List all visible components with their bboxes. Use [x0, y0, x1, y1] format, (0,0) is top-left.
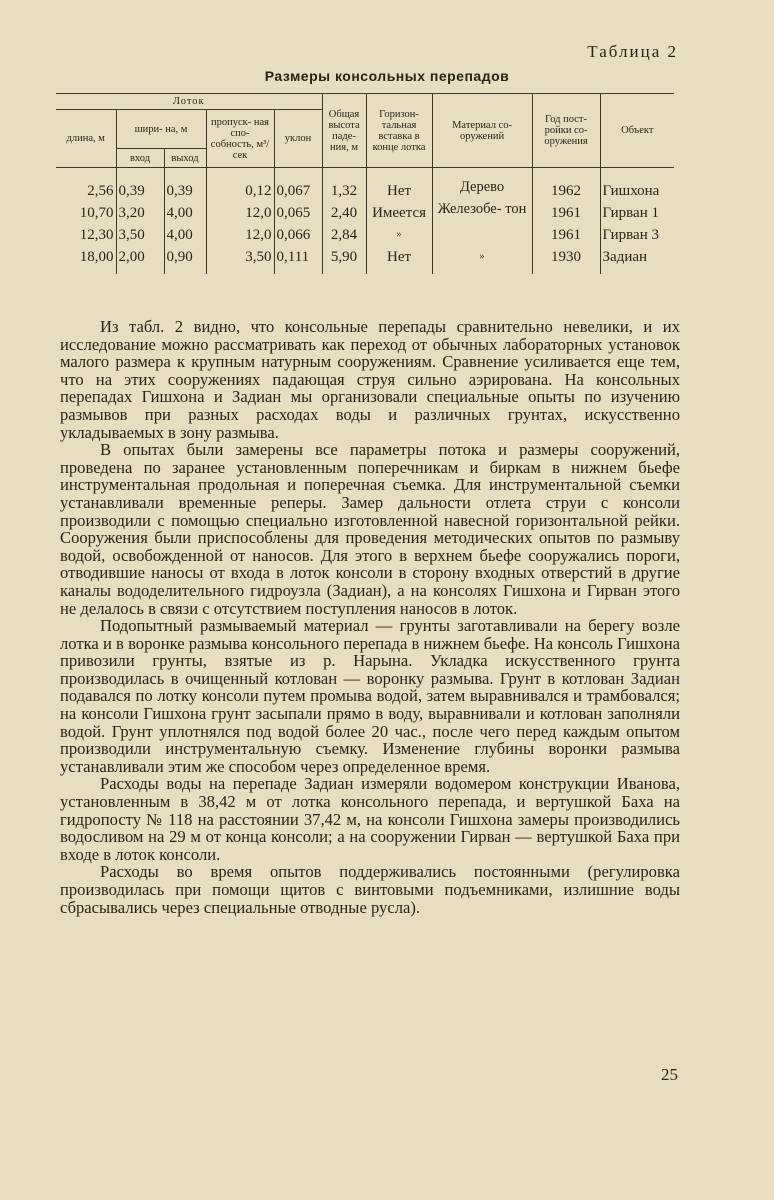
header-lotok: Лоток	[56, 94, 322, 110]
cell-slope: 0,111	[274, 246, 322, 274]
header-capacity: пропуск- ная спо- собность, м³/сек	[206, 110, 274, 168]
header-year: Год пост- ройки со- оружения	[532, 94, 600, 168]
cell-height: 5,90	[322, 246, 366, 274]
cell-slope: 0,066	[274, 224, 322, 246]
cell-object: Гирван 3	[600, 224, 674, 246]
header-width: шири- на, м	[116, 110, 206, 149]
cell-height: 2,84	[322, 224, 366, 246]
table-title: Размеры консольных перепадов	[264, 68, 510, 84]
cell-object: Гирван 1	[600, 202, 674, 224]
cell-inlet: 3,20	[116, 202, 164, 224]
cell-capacity: 12,0	[206, 202, 274, 224]
cell-length: 2,56	[87, 183, 114, 199]
cell-insert: Нет	[366, 246, 432, 274]
cell-length: 18,00	[79, 249, 114, 265]
cell-slope: 0,067	[274, 168, 322, 203]
header-outlet: выход	[164, 149, 206, 168]
header-length: длина, м	[56, 110, 116, 168]
table-row	[56, 224, 674, 246]
cell-capacity: 12,0	[206, 224, 274, 246]
paragraph: Из табл. 2 видно, что консольные перепады сравнительно невелики, и их исследование можно рассматривать как переход от обычных лабораторных установок малого размера к крупным натурным сооружениям. Сравнение усиливается еще тем, что на этих сооружениях падающая струя сильно аэрирована. На консольных перепадах Гишхона и Задиан мы организовали специальные опыты по изучению размывов при разных расходах воды и различных грунтах, искусственно укладываемых в зону размыва.	[60, 317, 680, 442]
table-row	[56, 202, 674, 224]
cell-inlet: 0,39	[116, 168, 164, 203]
cell-length: 10,70	[79, 205, 114, 221]
cell-height: 1,32	[322, 168, 366, 203]
cell-material: Дерево	[432, 168, 532, 203]
cell-material: »	[432, 246, 532, 274]
cell-height: 2,40	[322, 202, 366, 224]
dimensions-table	[56, 93, 674, 274]
header-object: Объект	[600, 94, 674, 168]
cell-inlet: 2,00	[116, 246, 164, 274]
header-height: Общая высота паде- ния, м	[322, 94, 366, 168]
paragraph: Подопытный размываемый материал — грунты заготавливали на берегу возле лотка и в воронке размыва консольного перепада в нижнем бьефе. На консоль Гишхона привозили грунты, взятые из р. Нарына. Укладка искусственного грунта производилась в очищенный котлован — воронку размыва. Грунт в котлован Задиан подавался по лотку консоли путем промыва водой, затем выравнивался и трамбовался; на консоли Гишхона грунт засыпали прямо в воду, выравнивали и котлован заполняли водой. Грунт уплотнялся под водой более 20 час., после чего перед каждым опытом производили инструментальную съемку. Изменение глубины воронки размыва устанавливали этим же способом через определенное время.	[60, 616, 680, 776]
header-slope: уклон	[274, 110, 322, 168]
body-text	[60, 318, 680, 916]
table-row	[56, 246, 674, 274]
paragraph: В опытах были замерены все параметры потока и размеры сооружений, проведена по заранее установленным поперечникам и биркам в нижнем бьефе инструментальная продольная и поперечная съемка. Для инструментальной съемки устанавливали временные реперы. Замер дальности отлета струи с консоли производили с помощью специально изготовленной навесной горизонтальной рейки. Сооружения были приспособлены для проведения методических опытов по размыву водой, освобожденной от наносов. Для этого в верхнем бьефе сооружались пороги, отводившие наносы от входа в лоток консоли в сторону входных отверстий в другие каналы вододелительного гидроузла (Задиан), а на консолях Гишхона и Гирван этого не делалось в связи с отсутствием поступления наносов в лоток.	[60, 440, 680, 618]
header-inlet: вход	[116, 149, 164, 168]
cell-insert: Нет	[366, 168, 432, 203]
cell-object: Гишхона	[600, 168, 674, 203]
cell-year: 1962	[532, 168, 600, 203]
header-material: Материал со- оружений	[432, 94, 532, 168]
paragraph: Расходы во время опытов поддерживались постоянными (регулировка производилась при помощи щитов с винтовыми подъемниками, излишние воды сбрасывались через специальные отводные русла).	[60, 862, 680, 917]
cell-outlet: 0,90	[164, 246, 206, 274]
cell-outlet: 0,39	[164, 168, 206, 203]
cell-inlet: 3,50	[116, 224, 164, 246]
cell-outlet: 4,00	[164, 202, 206, 224]
table-label: Таблица 2	[587, 42, 678, 61]
table-row	[56, 168, 674, 203]
cell-slope: 0,065	[274, 202, 322, 224]
cell-outlet: 4,00	[164, 224, 206, 246]
header-insert: Горизон- тальная вставка в конце лотка	[366, 94, 432, 168]
cell-year: 1961	[532, 224, 600, 246]
cell-year: 1930	[532, 246, 600, 274]
cell-material: Железобе- тон	[432, 202, 532, 246]
page-number: 25	[661, 1065, 678, 1084]
cell-object: Задиан	[600, 246, 674, 274]
cell-length: 12,30	[79, 227, 114, 243]
cell-insert: Имеется	[366, 202, 432, 224]
paragraph: Расходы воды на перепаде Задиан измеряли водомером конструкции Иванова, установленным в 38,42 м от лотка консольного перепада, и вертушкой Баха на гидропосту № 118 на расстоянии 37,42 м, на консоли Гишхона замеры производились водосливом на 29 м от конца консоли; а на сооружении Гирван — вертушкой Баха при входе в лоток консоли.	[60, 774, 680, 864]
cell-capacity: 3,50	[206, 246, 274, 274]
cell-year: 1961	[532, 202, 600, 224]
cell-insert: »	[366, 224, 432, 246]
cell-capacity: 0,12	[206, 168, 274, 203]
